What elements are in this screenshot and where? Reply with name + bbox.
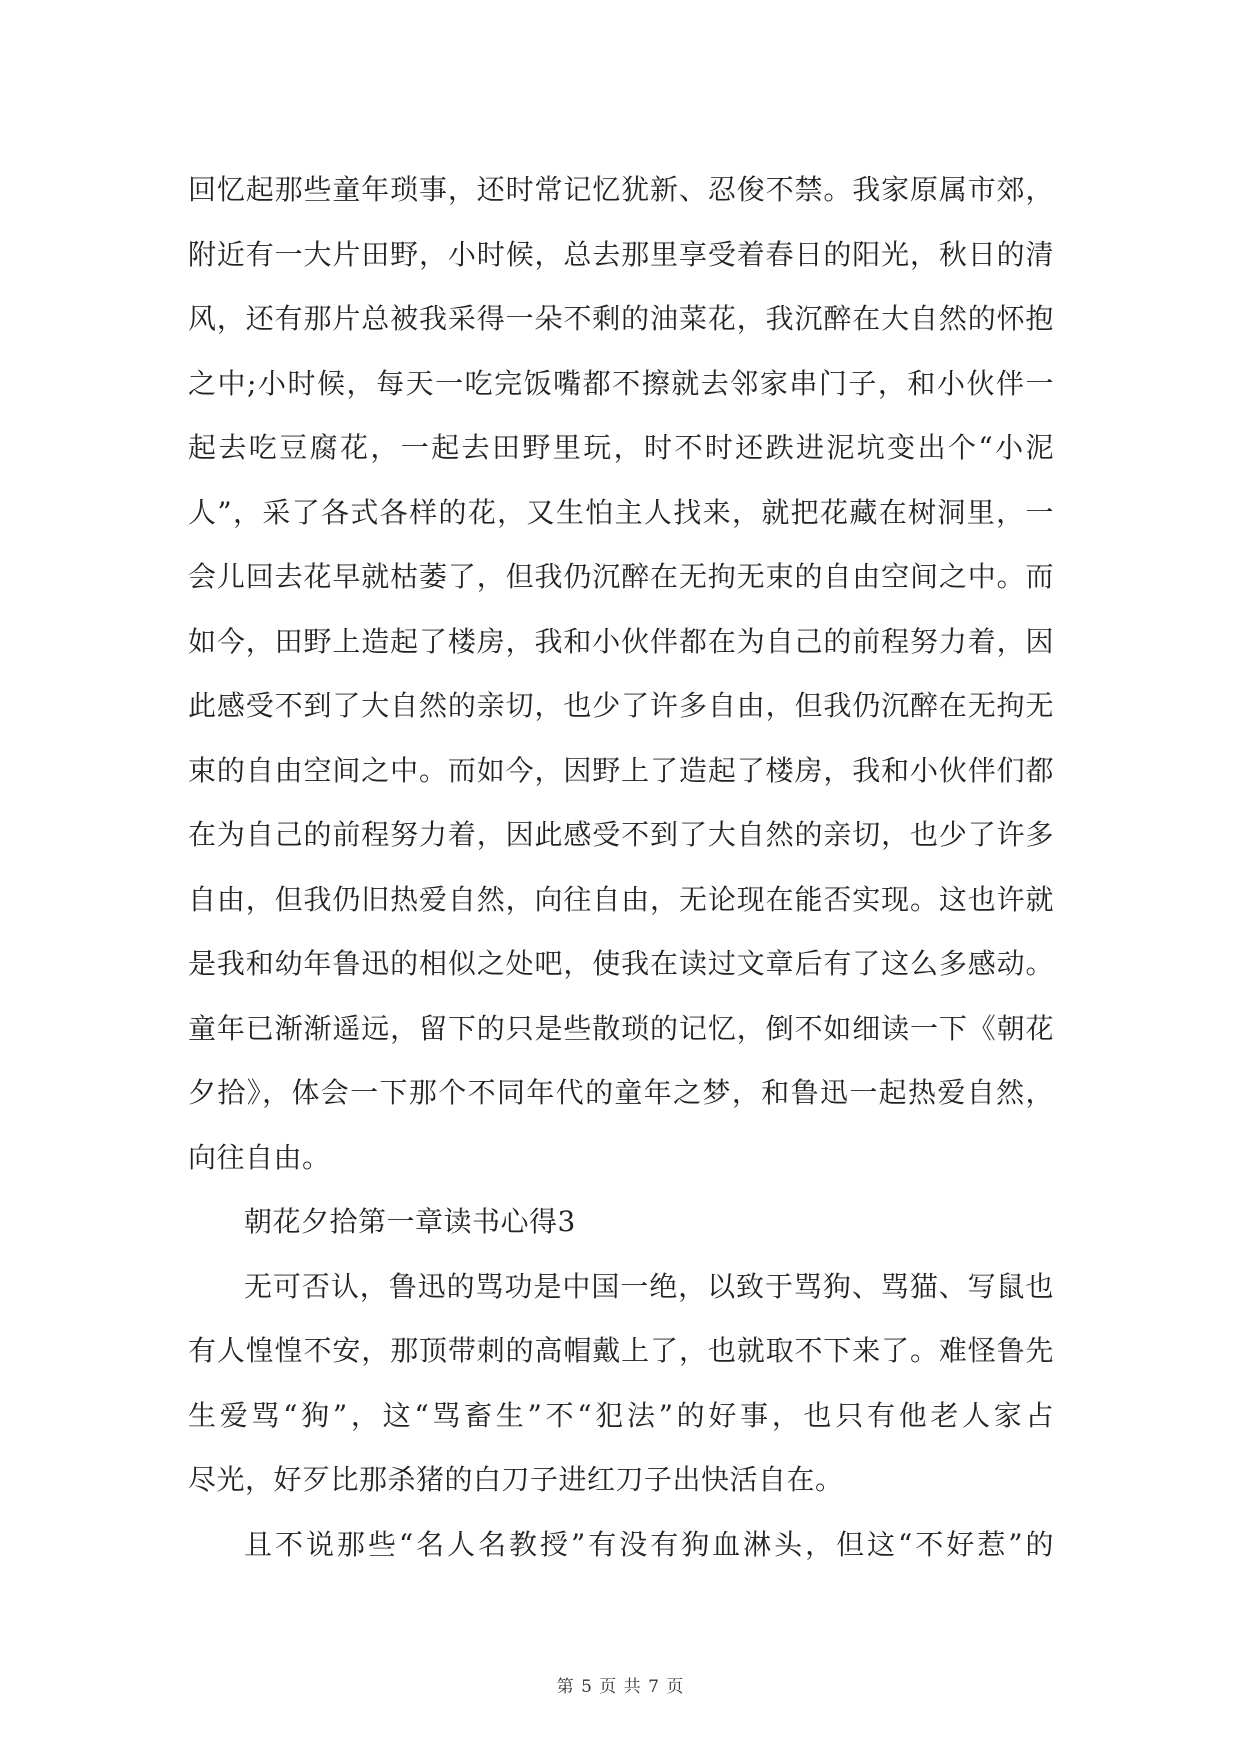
text-line: 起去吃豆腐花，一起去田野里玩，时不时还跌进泥坑变出个“小泥	[188, 431, 1054, 464]
text-line: 束的自由空间之中。而如今，因野上了造起了楼房，我和小伙伴们都	[188, 753, 1054, 787]
text-line: 且不说那些“名人名教授”有没有狗血淋头，但这“不好惹”的	[244, 1527, 1054, 1561]
text-line: 生爱骂“狗”，这“骂畜生”不“犯法”的好事，也只有他老人家占	[188, 1398, 1054, 1432]
text-line: 会儿回去花早就枯萎了，但我仍沉醉在无拘无束的自由空间之中。而	[188, 560, 1054, 593]
text-line: 无可否认，鲁迅的骂功是中国一绝，以致于骂狗、骂猫、写鼠也	[244, 1269, 1054, 1303]
text-line: 向往自由。	[188, 1140, 331, 1174]
section-heading: 朝花夕拾第一章读书心得3	[244, 1205, 576, 1238]
text-line: 夕拾》，体会一下那个不同年代的童年之梦，和鲁迅一起热爱自然，	[188, 1076, 1054, 1109]
text-line: 此感受不到了大自然的亲切，也少了许多自由，但我仍沉醉在无拘无	[188, 689, 1054, 722]
text-line: 人”，采了各式各样的花，又生怕主人找来，就把花藏在树洞里，一	[188, 495, 1054, 529]
text-line: 回忆起那些童年琐事，还时常记忆犹新、忍俊不禁。我家原属市郊，	[188, 173, 1054, 206]
text-line: 自由，但我仍旧热爱自然，向往自由，无论现在能否实现。这也许就	[188, 882, 1054, 916]
text-line: 是我和幼年鲁迅的相似之处吧，使我在读过文章后有了这么多感动。	[188, 947, 1054, 980]
text-line: 在为自己的前程努力着，因此感受不到了大自然的亲切，也少了许多	[188, 818, 1054, 851]
text-line: 之中;小时候，每天一吃完饭嘴都不擦就去邻家串门子，和小伙伴一	[188, 366, 1054, 400]
body-text	[188, 158, 1054, 1577]
text-line: 有人惶惶不安，那顶带刺的高帽戴上了，也就取不下来了。难怪鲁先	[188, 1334, 1054, 1367]
text-line: 童年已渐渐遥远，留下的只是些散琐的记忆，倒不如细读一下《朝花	[188, 1011, 1054, 1045]
text-line: 附近有一大片田野，小时候，总去那里享受着春日的阳光，秋日的清	[188, 237, 1054, 271]
page-footer: 第 5 页 共 7 页	[556, 1677, 685, 1697]
text-line: 尽光，好歹比那杀猪的白刀子进红刀子出快活自在。	[188, 1463, 844, 1496]
text-line: 如今，田野上造起了楼房，我和小伙伴都在为自己的前程努力着，因	[188, 624, 1054, 658]
text-line: 风，还有那片总被我采得一朵不剩的油菜花，我沉醉在大自然的怀抱	[188, 302, 1054, 335]
